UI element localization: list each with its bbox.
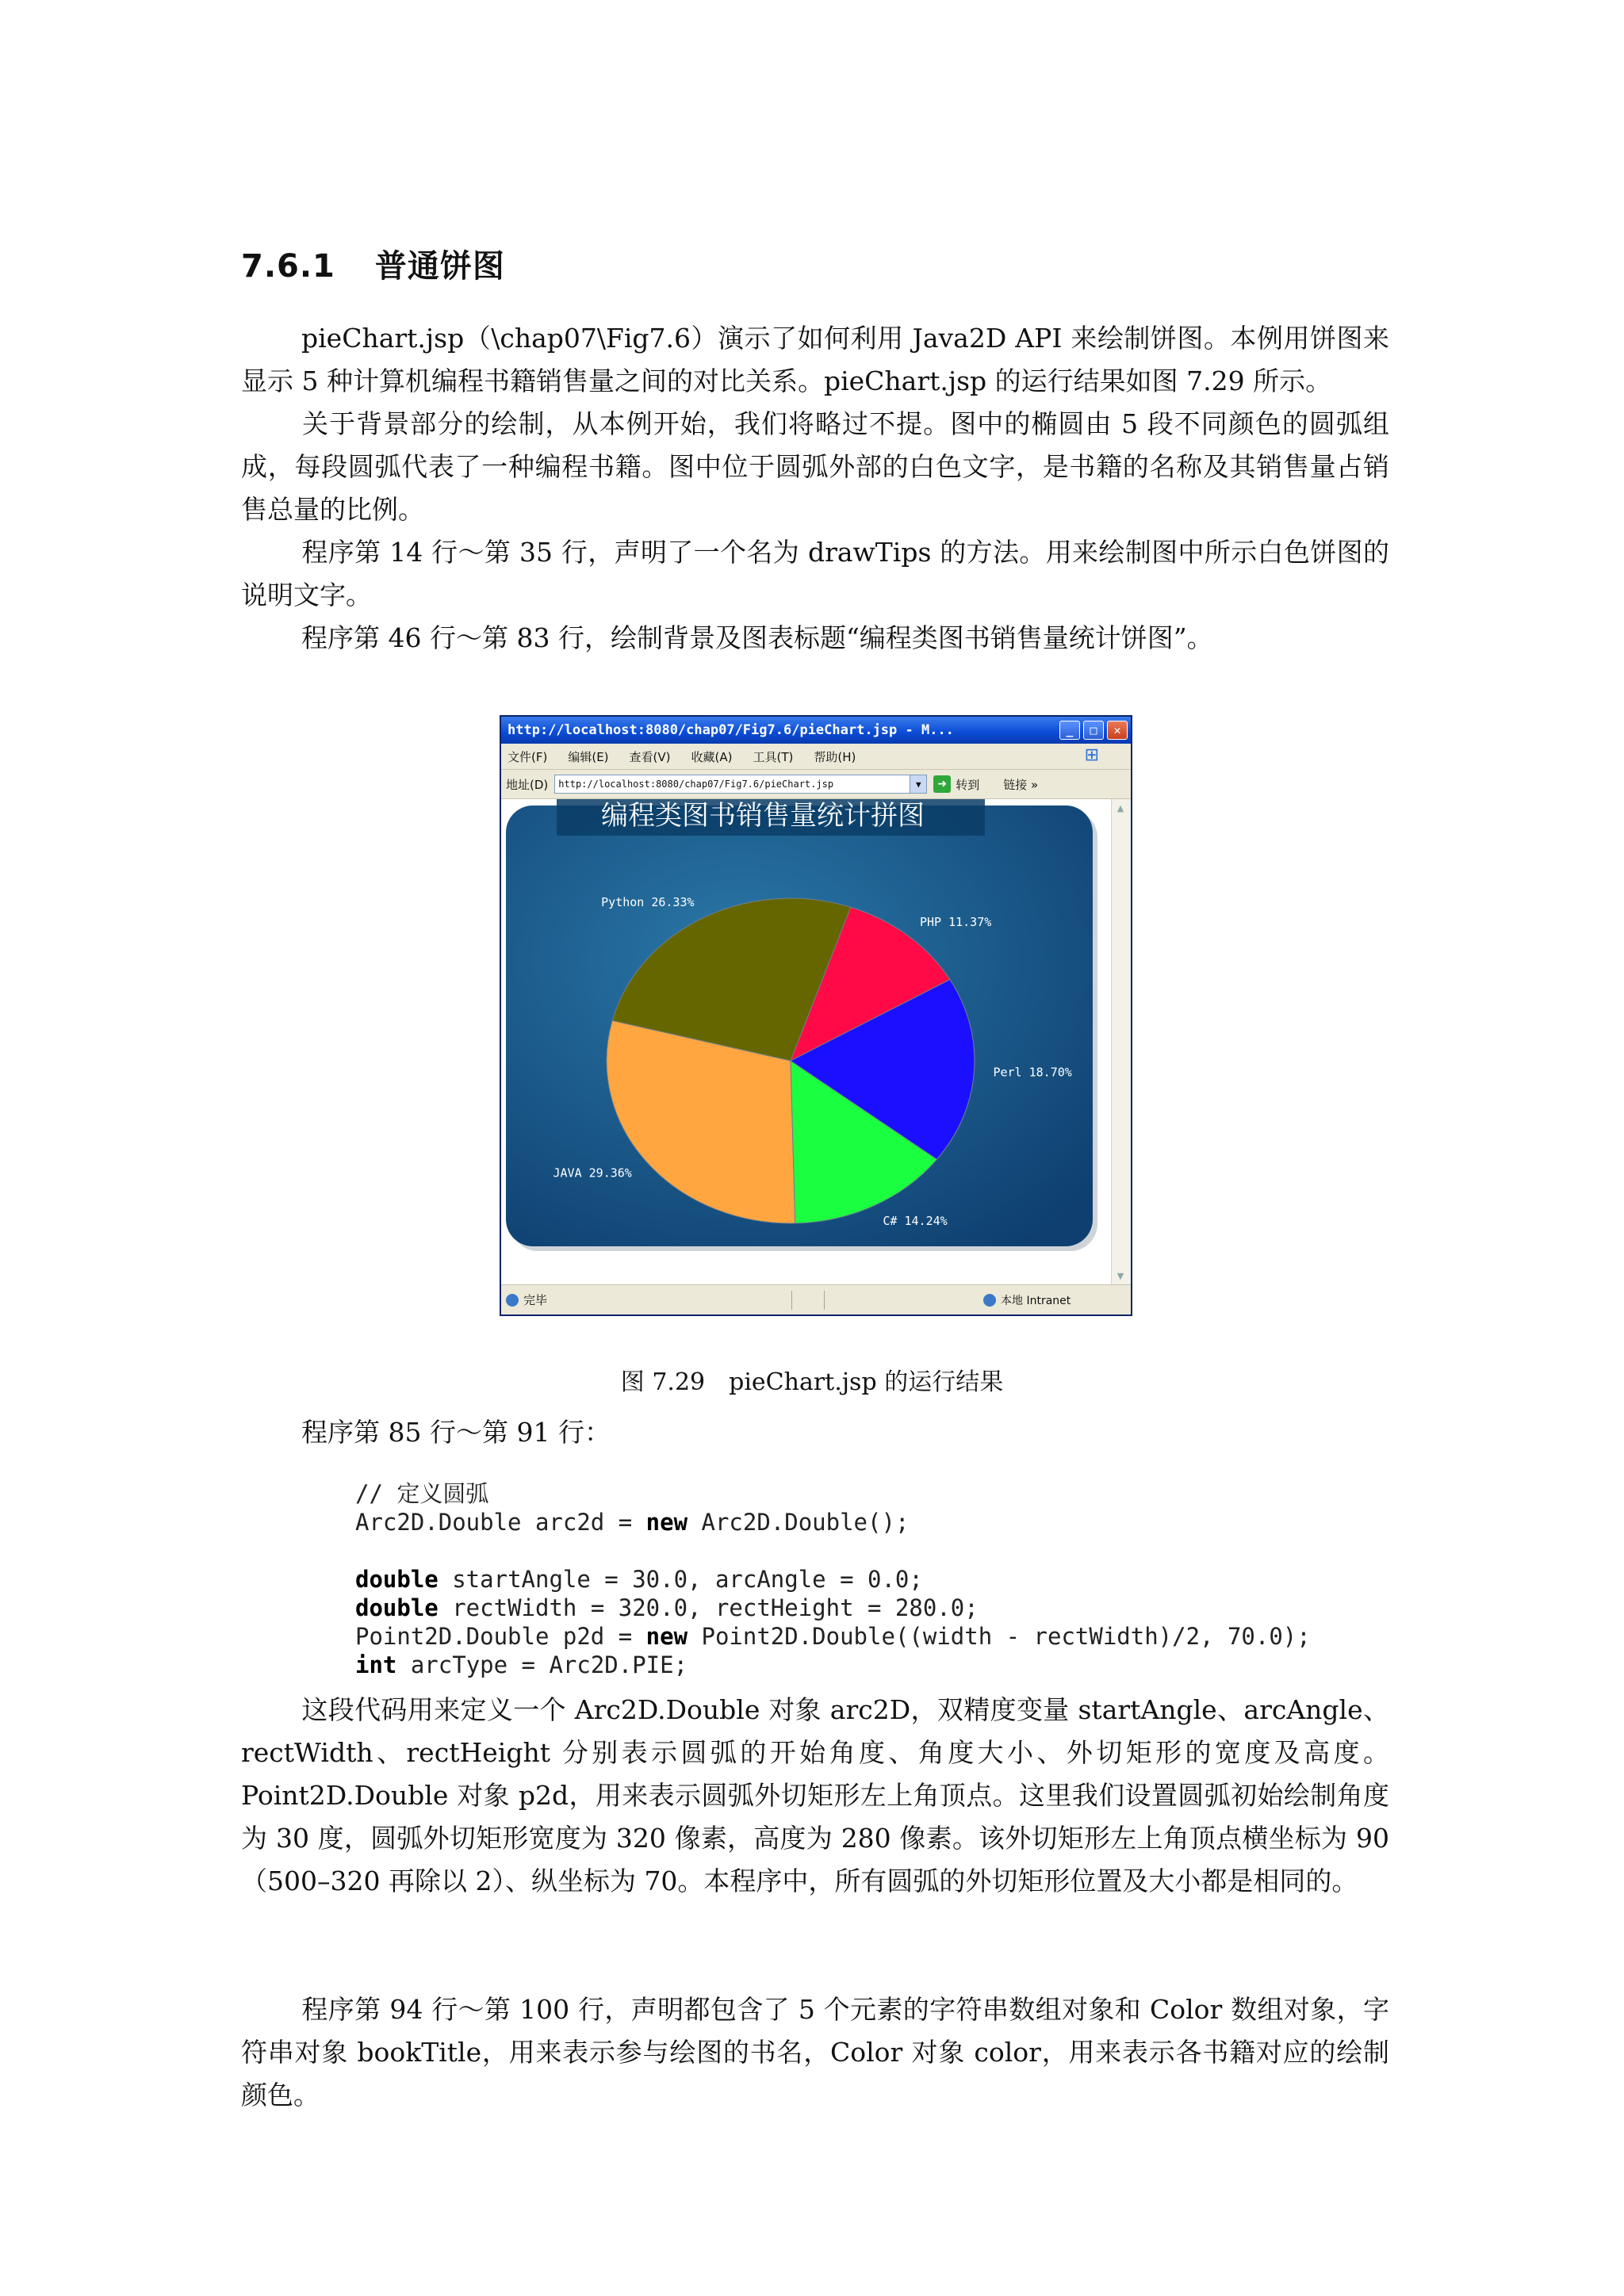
- pie-chart: [501, 799, 1112, 1284]
- paragraph-4: 程序第 46 行～第 83 行，绘制背景及图表标题“编程类图书销售量统计饼图”。: [301, 622, 1213, 653]
- address-label: 地址(D): [506, 777, 549, 792]
- section-title: 普通饼图: [374, 248, 505, 285]
- go-label: 转到: [956, 777, 980, 792]
- code-line-3: double startAngle = 30.0, arcAngle = 0.0;: [355, 1566, 923, 1593]
- chart-title: 编程类图书销售量统计拼图: [601, 800, 925, 832]
- code-line-1: // 定义圆弧: [355, 1480, 489, 1507]
- section-number: 7.6.1: [241, 248, 335, 285]
- maximize-icon[interactable]: □: [1083, 721, 1104, 740]
- code-line-5: Point2D.Double p2d = new Point2D.Double((width - rectWidth)/2, 70.0);: [355, 1623, 1311, 1650]
- browser-title: http://localhost:8080/chap07/Fig7.6/pieChart.jsp - M...: [508, 722, 954, 738]
- menu-favorites[interactable]: 收藏(A): [691, 749, 733, 764]
- browser-screenshot: [500, 715, 1132, 1316]
- close-icon[interactable]: ✕: [1107, 721, 1128, 740]
- status-zone: [983, 1292, 1071, 1308]
- page-icon: [506, 1294, 519, 1307]
- address-input[interactable]: [554, 775, 927, 794]
- links-button[interactable]: 链接 »: [1003, 777, 1039, 792]
- status-zone-text: 本地 Intranet: [1001, 1294, 1071, 1307]
- paragraph-6: 这段代码用来定义一个 Arc2D.Double 对象 arc2D，双精度变量 startAngle、arcAngle、rectWidth、rectHeight 分别表示圆弧的开始角度、角度大小、外切矩形的宽度及高度。Point2D.Double 对象 p2d，用来表示圆弧外切矩形左上角顶点。这里我们设置圆弧初始绘制角度为 30 度，圆弧外切矩形宽度为 320 像素，高度为 280 像素。该外切矩形左上角顶点横坐标为 90（500–320 再除以 2）、纵坐标为 70。本程序中，所有圆弧的外切矩形位置及大小都是相同的。: [241, 1694, 1389, 1896]
- browser-content: [501, 799, 1112, 1284]
- code-block: [355, 1479, 1311, 1679]
- status-divider: [824, 1291, 825, 1310]
- menu-view[interactable]: 查看(V): [629, 749, 671, 764]
- code-line-4: double rectWidth = 320.0, rectHeight = 280.0;: [355, 1594, 979, 1621]
- chevron-down-icon[interactable]: ▼: [910, 775, 926, 793]
- vertical-scrollbar[interactable]: [1111, 799, 1131, 1284]
- menu-file[interactable]: 文件(F): [508, 749, 548, 764]
- paragraph-5: 程序第 85 行～第 91 行：: [301, 1417, 611, 1448]
- pie-slice-label: JAVA 29.36%: [553, 1165, 632, 1181]
- status-done: [506, 1292, 791, 1308]
- browser-addressbar: [501, 770, 1131, 799]
- address-value: http://localhost:8080/chap07/Fig7.6/pieChart.jsp: [558, 779, 834, 790]
- browser-statusbar: [501, 1284, 1131, 1314]
- browser-titlebar: [501, 717, 1131, 744]
- minimize-icon[interactable]: _: [1059, 721, 1080, 740]
- section-heading: [241, 241, 505, 286]
- pie-slice-label: C# 14.24%: [883, 1214, 948, 1229]
- paragraph-3: 程序第 14 行～第 35 行，声明了一个名为 drawTips 的方法。用来绘制图中所示白色饼图的说明文字。: [241, 537, 1389, 610]
- menu-edit[interactable]: 编辑(E): [568, 749, 609, 764]
- status-text: 完毕: [523, 1293, 548, 1307]
- scroll-down-icon[interactable]: ▼: [1116, 1270, 1124, 1281]
- pie-slice-label: Python 26.33%: [601, 895, 695, 910]
- go-button[interactable]: [933, 775, 979, 793]
- paragraph-7: 程序第 94 行～第 100 行，声明都包含了 5 个元素的字符串数组对象和 Color 数组对象，字符串对象 bookTitle，用来表示参与绘图的书名，Color 对象 color，用来表示各书籍对应的绘制颜色。: [241, 1994, 1389, 2110]
- browser-menubar: [501, 744, 1131, 770]
- paragraph-1: pieChart.jsp（\chap07\Fig7.6）演示了如何利用 Java2D API 来绘制饼图。本例用饼图来显示 5 种计算机编程书籍销售量之间的对比关系。pieChart.jsp 的运行结果如图 7.29 所示。: [241, 323, 1389, 396]
- intranet-icon: [983, 1294, 996, 1307]
- paragraph-2: 关于背景部分的绘制，从本例开始，我们将略过不提。图中的椭圆由 5 段不同颜色的圆弧组成，每段圆弧代表了一种编程书籍。图中位于圆弧外部的白色文字，是书籍的名称及其销售量占销售总量的比例。: [241, 408, 1389, 525]
- scroll-up-icon[interactable]: ▲: [1116, 802, 1124, 813]
- pie-slice-label: PHP 11.37%: [919, 914, 992, 929]
- go-arrow-icon: ➜: [933, 775, 951, 793]
- menu-help[interactable]: 帮助(H): [814, 749, 856, 764]
- status-divider: [791, 1291, 792, 1310]
- figure-caption: 图 7.29 pieChart.jsp 的运行结果: [620, 1368, 1004, 1396]
- pie-slice-label: Perl 18.70%: [993, 1065, 1072, 1080]
- code-line-2: Arc2D.Double arc2d = new Arc2D.Double();: [355, 1509, 910, 1536]
- menu-tools[interactable]: 工具(T): [753, 749, 794, 764]
- windows-logo-icon: ⊞: [1084, 745, 1099, 765]
- code-line-6: int arcType = Arc2D.PIE;: [355, 1651, 688, 1678]
